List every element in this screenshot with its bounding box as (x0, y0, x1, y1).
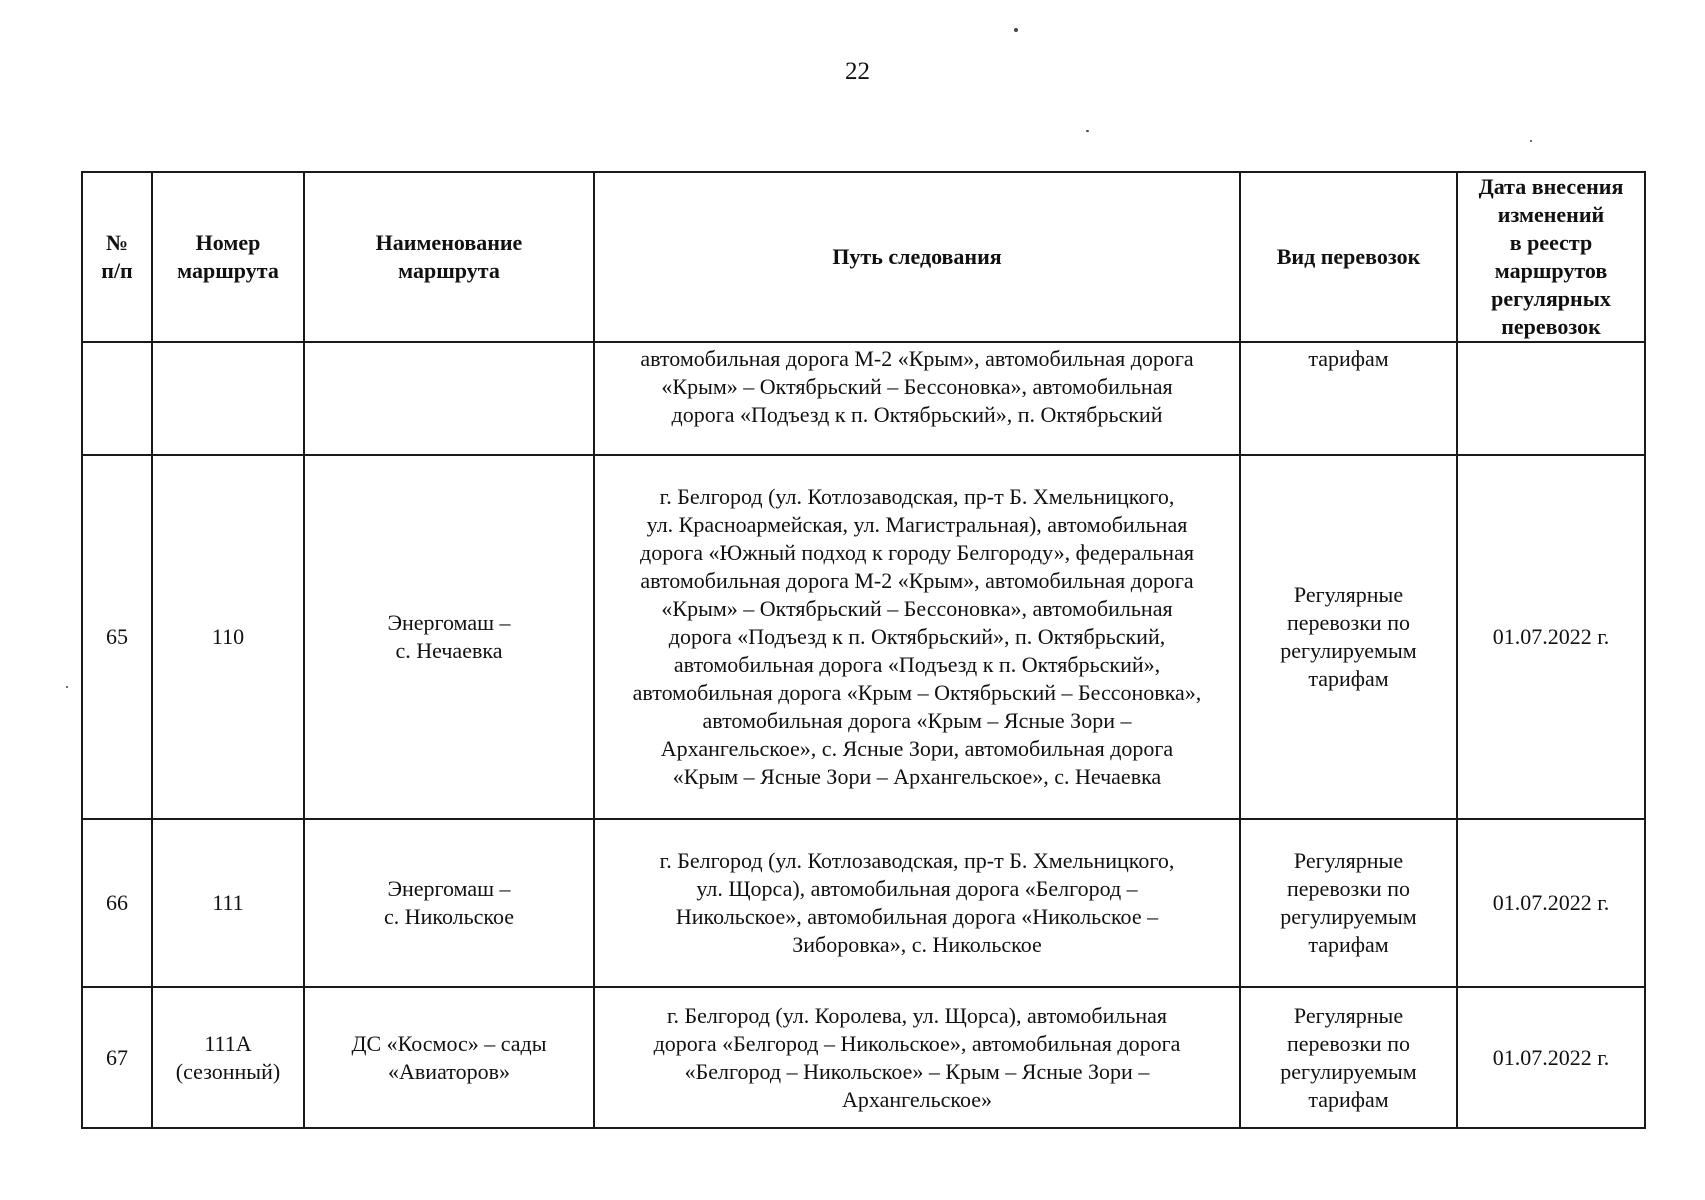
row-date-cell: 01.07.2022 г. (1457, 819, 1645, 987)
header-num: № п/п (82, 172, 152, 342)
row-transport-type-cell: Регулярные перевозки по регулируемым тарифам (1240, 987, 1457, 1128)
row-transport-type-cell: Регулярные перевозки по регулируемым тарифам (1240, 819, 1457, 987)
row-route-name-cell: Энергомаш – с. Никольское (304, 819, 594, 987)
continuation-route-number-cell (152, 342, 304, 455)
continuation-date-cell (1457, 342, 1645, 455)
row-path-cell: г. Белгород (ул. Котлозаводская, пр-т Б. Хмельницкого, ул. Красноармейская, ул. Магистральная), автомобильная дорога «Южный подход к городу Белгороду», федеральная автомобильная дорога М-2 «Крым», автомобильная дорога «Крым» – Октябрьский – Бессоновка», автомобильная дорога «Подъезд к п. Октябрьский», п. Октябрьский, автомобильная дорога «Подъезд к п. Октябрьский», автомобильная дорога «Крым – Октябрьский – Бессоновка», автомобильная дорога «Крым – Ясные Зори – Архангельское», с. Ясные Зори, автомобильная дорога «Крым – Ясные Зори – Архангельское», с. Нечаевка (594, 455, 1240, 819)
header-date: Дата внесения изменений в реестр маршрутов регулярных перевозок (1457, 172, 1645, 342)
table-row (82, 819, 1645, 987)
row-num-cell: 67 (82, 987, 152, 1128)
row-transport-type-cell: Регулярные перевозки по регулируемым тарифам (1240, 455, 1457, 819)
row-route-number-cell: 110 (152, 455, 304, 819)
row-route-number-cell: 111А (сезонный) (152, 987, 304, 1128)
routes-table (81, 171, 1646, 1129)
row-num-cell: 65 (82, 455, 152, 819)
continuation-path-cell: автомобильная дорога М-2 «Крым», автомобильная дорога «Крым» – Октябрьский – Бессоновка», автомобильная дорога «Подъезд к п. Октябрьский», п. Октябрьский (594, 342, 1240, 455)
page-number: 22 (845, 58, 870, 85)
scan-speck (1530, 140, 1532, 142)
table-row (82, 455, 1645, 819)
continuation-transport-type-cell: тарифам (1240, 342, 1457, 455)
continuation-num-cell (82, 342, 152, 455)
row-path-cell: г. Белгород (ул. Королева, ул. Щорса), автомобильная дорога «Белгород – Никольское», автомобильная дорога «Белгород – Никольское» – Крым – Ясные Зори – Архангельское» (594, 987, 1240, 1128)
row-date-cell: 01.07.2022 г. (1457, 455, 1645, 819)
header-path: Путь следования (594, 172, 1240, 342)
row-route-name-cell: ДС «Космос» – сады «Авиаторов» (304, 987, 594, 1128)
row-route-name-cell: Энергомаш – с. Нечаевка (304, 455, 594, 819)
row-path-cell: г. Белгород (ул. Котлозаводская, пр-т Б. Хмельницкого, ул. Щорса), автомобильная дорога «Белгород – Никольское», автомобильная дорога «Никольское – Зиборовка», с. Никольское (594, 819, 1240, 987)
header-route-number: Номер маршрута (152, 172, 304, 342)
row-date-cell: 01.07.2022 г. (1457, 987, 1645, 1128)
row-num-cell: 66 (82, 819, 152, 987)
continuation-route-name-cell (304, 342, 594, 455)
header-transport-type: Вид перевозок (1240, 172, 1457, 342)
table-row-continuation (82, 342, 1645, 455)
scan-speck (66, 686, 68, 688)
scan-speck (1014, 28, 1018, 32)
table-header-row (82, 172, 1645, 342)
scan-speck (1086, 130, 1089, 132)
table-row (82, 987, 1645, 1128)
header-route-name: Наименование маршрута (304, 172, 594, 342)
row-route-number-cell: 111 (152, 819, 304, 987)
